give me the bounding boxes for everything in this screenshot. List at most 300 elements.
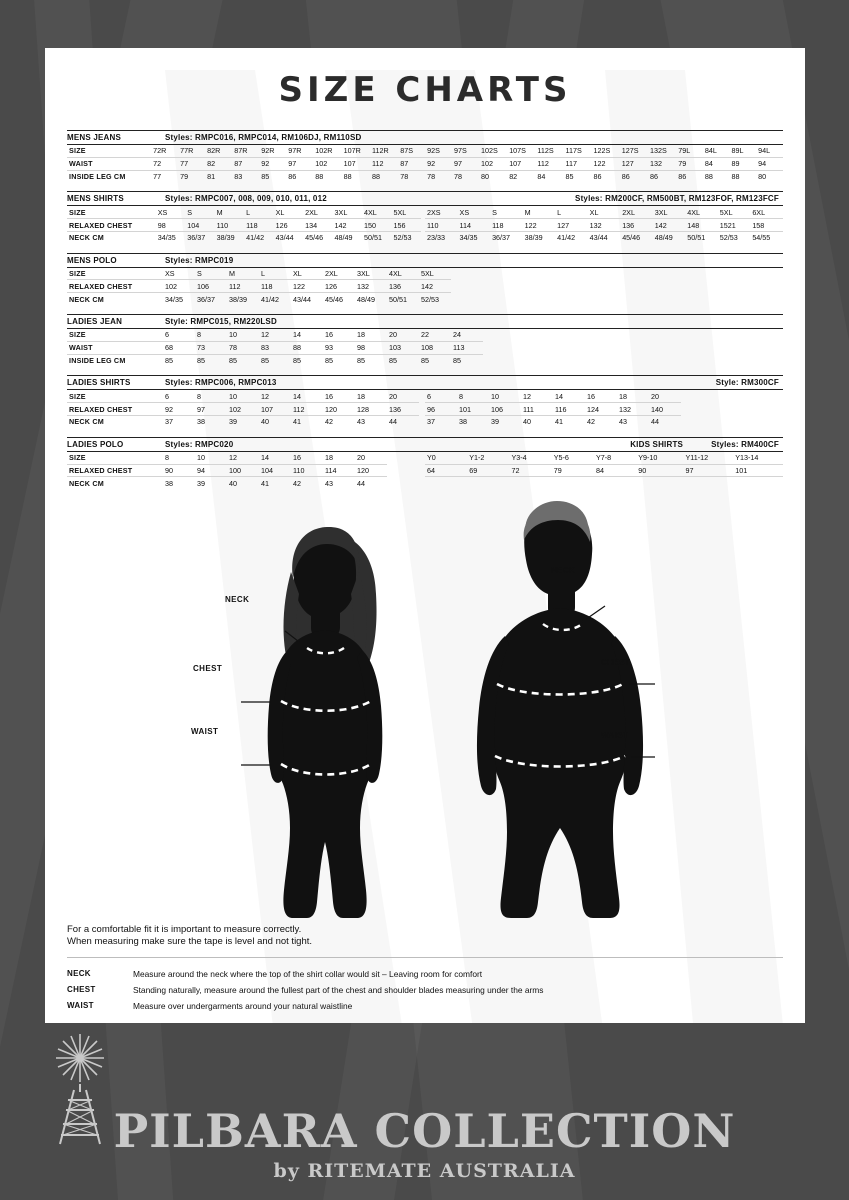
cell [467, 477, 509, 480]
cell: 102S [479, 145, 507, 157]
cell: XL [291, 268, 323, 280]
cell: 8 [195, 390, 227, 402]
cell: 108 [419, 341, 451, 354]
row-label: RELAXED CHEST [67, 280, 163, 293]
cell: 142 [653, 219, 686, 232]
definition-term: NECK [67, 969, 91, 979]
cell: 106 [195, 280, 227, 293]
cell: 85 [229, 355, 237, 365]
cell: 136 [387, 280, 419, 293]
cell: 77 [153, 171, 162, 181]
cell: 85 [293, 355, 301, 365]
table-row [67, 157, 783, 170]
table-row [425, 477, 783, 480]
cell: 6XL [750, 206, 783, 218]
cell: 88 [291, 341, 323, 354]
cell: 88 [315, 171, 324, 181]
male-neck-label: NECK [551, 566, 576, 576]
cell: 78 [227, 341, 259, 354]
measurement-diagram [45, 498, 805, 918]
cell: 38/39 [229, 294, 247, 304]
cell: 101 [733, 464, 783, 477]
cell: 134 [303, 219, 332, 232]
row-label: SIZE [67, 329, 163, 341]
cell: 72 [151, 157, 178, 170]
cell: 102R [313, 145, 341, 157]
cell: 10 [195, 452, 227, 464]
cell: 85 [261, 355, 269, 365]
cell: 132S [648, 145, 676, 157]
cell: 122 [592, 157, 620, 170]
cell: 77 [178, 157, 205, 170]
cell: 64 [425, 464, 467, 477]
row-label: SIZE [67, 452, 163, 464]
cell: 92 [425, 157, 452, 170]
cell: 2XS [425, 206, 458, 218]
row-label: SIZE [67, 390, 163, 402]
cell: S [490, 206, 523, 218]
cell: 36/37 [187, 233, 206, 243]
cell: 41/42 [246, 233, 265, 243]
cell: 12 [259, 390, 291, 402]
cell: 88 [372, 171, 381, 181]
cell: 45/46 [325, 294, 343, 304]
cell: 128 [355, 403, 387, 416]
cell: 86 [288, 171, 297, 181]
cell: 84L [703, 145, 730, 157]
cell: 48/49 [357, 294, 375, 304]
section-ladies-jean [67, 314, 783, 366]
cell: 102 [479, 157, 507, 170]
table-ladies-polo [67, 452, 425, 489]
cell: 48/49 [334, 233, 353, 243]
cell: 107R [342, 145, 370, 157]
row-label: RELAXED CHEST [67, 219, 156, 232]
cell: 52/53 [719, 233, 738, 243]
definition-desc: Standing naturally, measure around the fullest part of the chest and shoulder blades measuring under the arms [133, 985, 544, 996]
cell: 97 [195, 403, 227, 416]
definition-desc: Measure around the neck where the top of the shirt collar would sit – Leaving room for comfort [133, 969, 483, 980]
cell: 136 [387, 403, 419, 416]
row-label: RELAXED CHEST [67, 464, 163, 477]
cell: S [195, 268, 227, 280]
cell: 44 [389, 417, 397, 427]
cell [425, 477, 467, 480]
cell: 5XL [718, 206, 751, 218]
cell: 42 [325, 417, 333, 427]
table-row [425, 206, 783, 218]
cell: 96 [425, 403, 457, 416]
cell: 69 [467, 464, 509, 477]
female-waist-label: WAIST [191, 727, 219, 737]
cell: 79 [180, 171, 189, 181]
cell: Y9-10 [636, 452, 683, 464]
cell: 1521 [718, 219, 751, 232]
cell: 90 [163, 464, 195, 477]
section-styles-kids: Styles: RM400CF [711, 439, 779, 449]
cell: 12 [227, 452, 259, 464]
cell: 84 [594, 464, 636, 477]
table-row [425, 452, 783, 464]
cell: 16 [323, 390, 355, 402]
cell [552, 477, 594, 480]
cell: 18 [617, 390, 649, 402]
cell: 97S [452, 145, 479, 157]
cell: 41/42 [557, 233, 576, 243]
measuring-notes [67, 924, 783, 1014]
definition-row [67, 982, 783, 998]
cell: 120 [323, 403, 355, 416]
cell: 85 [325, 355, 333, 365]
cell: 8 [163, 452, 195, 464]
table-row [425, 231, 783, 243]
cell: 20 [649, 390, 681, 402]
row-label: WAIST [67, 157, 151, 170]
cell: 14 [259, 452, 291, 464]
cell: 52/53 [393, 233, 412, 243]
cell: 18 [355, 390, 387, 402]
cell: 16 [323, 329, 355, 341]
cell: 80 [758, 171, 767, 181]
section-styles: Styles: RMPC020 [165, 439, 234, 449]
cell: 85 [165, 355, 173, 365]
cell: 112S [535, 145, 563, 157]
cell: 84 [537, 171, 546, 181]
cell: 101 [457, 403, 489, 416]
cell: 24 [451, 329, 483, 341]
cell: 82 [205, 157, 232, 170]
cell: 50/51 [389, 294, 407, 304]
cell: 93 [323, 341, 355, 354]
cell: 92 [163, 403, 195, 416]
cell: XL [274, 206, 303, 218]
cell: 43 [357, 417, 365, 427]
cell: 2XL [323, 268, 355, 280]
cell: XS [156, 206, 185, 218]
cell: 12 [521, 390, 553, 402]
cell: 78 [454, 171, 463, 181]
cell: 73 [195, 341, 227, 354]
cell: 43 [619, 417, 627, 427]
cell: 36/37 [492, 233, 511, 243]
cell: 83 [234, 171, 243, 181]
table-row [425, 219, 783, 232]
cell: 41/42 [261, 294, 279, 304]
cell: Y0 [425, 452, 467, 464]
cell: 124 [585, 403, 617, 416]
female-silhouette [241, 527, 382, 918]
cell: 45/46 [622, 233, 641, 243]
cell: 45/46 [305, 233, 324, 243]
cell: 88 [343, 171, 352, 181]
cell: 132 [617, 403, 649, 416]
cell: 103 [387, 341, 419, 354]
cell: 136 [620, 219, 653, 232]
brand-name: PILBARA COLLECTION [113, 1104, 736, 1158]
cell: 85 [357, 355, 365, 365]
section-styles-right: Styles: RM200CF, RM500BT, RM123FOF, RM123FCF [575, 194, 779, 204]
cell: 4XL [685, 206, 718, 218]
female-chest-label: CHEST [193, 664, 223, 674]
cell: 110 [291, 464, 323, 477]
cell: 16 [585, 390, 617, 402]
table-mens-shirts-right [425, 206, 783, 243]
cell: 102 [163, 280, 195, 293]
size-tables [67, 130, 783, 489]
table-row [67, 231, 425, 243]
cell: 5XL [419, 268, 451, 280]
cell: 118 [259, 280, 291, 293]
table-row [67, 268, 783, 280]
cell: 122S [592, 145, 620, 157]
cell: 41 [293, 417, 301, 427]
cell: 14 [291, 329, 323, 341]
cell: 3XL [355, 268, 387, 280]
cell: 86 [650, 171, 659, 181]
cell: 6 [163, 390, 195, 402]
section-styles: Styles: RMPC019 [165, 255, 234, 265]
cell: 40 [523, 417, 531, 427]
row-label: INSIDE LEG CM [69, 171, 126, 181]
cell: 107 [342, 157, 370, 170]
cell: 78 [400, 171, 409, 181]
definitions-table [67, 966, 783, 1014]
table-row [425, 415, 783, 427]
cell: 6 [163, 329, 195, 341]
definition-desc: Measure over undergarments around your natural waistline [133, 1001, 353, 1012]
cell: Y13-14 [733, 452, 783, 464]
table-row [425, 403, 783, 416]
cell: 97 [286, 157, 313, 170]
cell: 85 [421, 355, 429, 365]
section-styles: Styles: RMPC007, 008, 009, 010, 011, 012 [165, 194, 327, 204]
cell: 43 [325, 478, 333, 488]
table-row [425, 390, 783, 402]
cell: 39 [229, 417, 237, 427]
cell: 22 [419, 329, 451, 341]
cell: 83 [259, 341, 291, 354]
definition-term: CHEST [67, 985, 96, 995]
cell: XS [458, 206, 491, 218]
cell: XL [588, 206, 621, 218]
cell: 89 [730, 157, 757, 170]
cell: 127 [555, 219, 588, 232]
cell: 36/37 [197, 294, 215, 304]
cell: 12 [259, 329, 291, 341]
cell: 114 [458, 219, 491, 232]
cell: 10 [227, 329, 259, 341]
cell: 44 [357, 478, 365, 488]
male-waist-label: WAIST [601, 731, 629, 741]
cell [636, 477, 683, 480]
cell: 127 [620, 157, 648, 170]
table-row [67, 415, 425, 427]
table-row [67, 341, 783, 354]
section-styles: Styles: RMPC006, RMPC013 [165, 378, 277, 388]
cell: 50/51 [364, 233, 383, 243]
cell: 85 [389, 355, 397, 365]
cell: 98 [355, 341, 387, 354]
cell: 148 [685, 219, 718, 232]
cell: S [185, 206, 214, 218]
cell: 54/55 [752, 233, 771, 243]
cell: 41 [261, 478, 269, 488]
cell: 52/53 [421, 294, 439, 304]
table-mens-shirts-left [67, 206, 425, 243]
cell: 38 [459, 417, 467, 427]
section-category: MENS POLO [67, 255, 117, 265]
cell: 87R [232, 145, 259, 157]
cell: 84 [703, 157, 730, 170]
cell: 34/35 [459, 233, 478, 243]
cell: 20 [355, 452, 387, 464]
cell: 43/44 [275, 233, 294, 243]
cell [683, 477, 733, 480]
table-row [67, 145, 783, 157]
cell: 14 [291, 390, 323, 402]
cell: 80 [480, 171, 489, 181]
cell: L [244, 206, 273, 218]
cell: 112 [370, 157, 398, 170]
cell: 156 [391, 219, 421, 232]
cell: Y3-4 [510, 452, 552, 464]
table-ladies-jean [67, 329, 783, 366]
table-kids-shirts [425, 452, 783, 480]
cell: 132 [355, 280, 387, 293]
cell: 126 [323, 280, 355, 293]
note-line-2: When measuring make sure the tape is level and not tight. [67, 936, 313, 948]
section-mens-shirts [67, 191, 783, 243]
definition-term: WAIST [67, 1001, 94, 1011]
cell: 111 [521, 403, 553, 416]
divider [67, 957, 783, 958]
cell: 118 [490, 219, 523, 232]
row-label: SIZE [67, 145, 151, 157]
cell: 34/35 [157, 233, 176, 243]
cell: 39 [491, 417, 499, 427]
cell: L [555, 206, 588, 218]
female-neck-label: NECK [225, 595, 250, 605]
cell: 37 [165, 417, 173, 427]
cell: 92R [259, 145, 286, 157]
cell: 10 [489, 390, 521, 402]
cell: 110 [215, 219, 244, 232]
table-row [67, 206, 425, 218]
section-mens-jeans [67, 130, 783, 182]
cell: 112R [370, 145, 398, 157]
cell: 40 [261, 417, 269, 427]
cell: 87 [232, 157, 259, 170]
cell: 14 [553, 390, 585, 402]
row-label: SIZE [67, 268, 163, 280]
table-row [67, 452, 425, 464]
cell: 50/51 [687, 233, 706, 243]
row-label: NECK CM [69, 417, 104, 427]
cell: 3XL [653, 206, 686, 218]
cell: 112 [291, 403, 323, 416]
cell [594, 477, 636, 480]
cell: 102 [313, 157, 341, 170]
cell: 132 [588, 219, 621, 232]
cell: 72R [151, 145, 178, 157]
section-ladies-polo [67, 437, 783, 489]
cell: 104 [185, 219, 214, 232]
cell: 122 [291, 280, 323, 293]
cell: Y7-8 [594, 452, 636, 464]
male-chest-label: CHEST [601, 658, 631, 668]
cell: 43/44 [589, 233, 608, 243]
cell: 107S [507, 145, 535, 157]
cell: 77R [178, 145, 205, 157]
cell: 82 [509, 171, 518, 181]
cell: 37 [427, 417, 435, 427]
cell: 132 [648, 157, 676, 170]
cell: 23/33 [427, 233, 445, 243]
cell: 8 [195, 329, 227, 341]
cell: 78 [427, 171, 436, 181]
table-ladies-shirts-left [67, 390, 425, 427]
cell: 100 [227, 464, 259, 477]
cell: 142 [333, 219, 362, 232]
cell: 113 [451, 341, 483, 354]
cell: 86 [621, 171, 630, 181]
section-styles: Style: RMPC015, RM220LSD [165, 317, 277, 327]
table-row [67, 464, 425, 477]
cell: 4XL [387, 268, 419, 280]
cell: 86 [678, 171, 687, 181]
section-category: MENS SHIRTS [67, 194, 124, 204]
cell: 39 [197, 478, 205, 488]
cell: 82R [205, 145, 232, 157]
table-row [67, 293, 783, 305]
cell: 44 [651, 417, 659, 427]
cell: M [215, 206, 244, 218]
cell: 38 [197, 417, 205, 427]
cell: 92 [259, 157, 286, 170]
cell: 150 [362, 219, 391, 232]
cell: 18 [323, 452, 355, 464]
cell: M [227, 268, 259, 280]
definition-row [67, 998, 783, 1014]
cell: 42 [587, 417, 595, 427]
cell: 79 [552, 464, 594, 477]
cell: 94 [756, 157, 783, 170]
section-category: LADIES POLO [67, 439, 124, 449]
cell: 40 [229, 478, 237, 488]
section-category: LADIES SHIRTS [67, 378, 131, 388]
row-label: NECK CM [69, 294, 104, 304]
cell: 43/44 [293, 294, 311, 304]
cell: 20 [387, 329, 419, 341]
cell: 140 [649, 403, 681, 416]
cell: 127S [620, 145, 648, 157]
cell: 81 [207, 171, 216, 181]
table-row [67, 390, 425, 402]
section-category-kids: KIDS SHIRTS [630, 439, 684, 449]
cell: 79L [676, 145, 703, 157]
cell: 48/49 [654, 233, 673, 243]
table-row [67, 477, 425, 489]
cell: 86 [593, 171, 602, 181]
cell [733, 477, 783, 480]
cell: 16 [291, 452, 323, 464]
section-ladies-shirts [67, 375, 783, 427]
cell: 85 [197, 355, 205, 365]
cell: 120 [355, 464, 387, 477]
cell: 3XL [333, 206, 362, 218]
cell: 38/39 [524, 233, 543, 243]
cell: 72 [510, 464, 552, 477]
